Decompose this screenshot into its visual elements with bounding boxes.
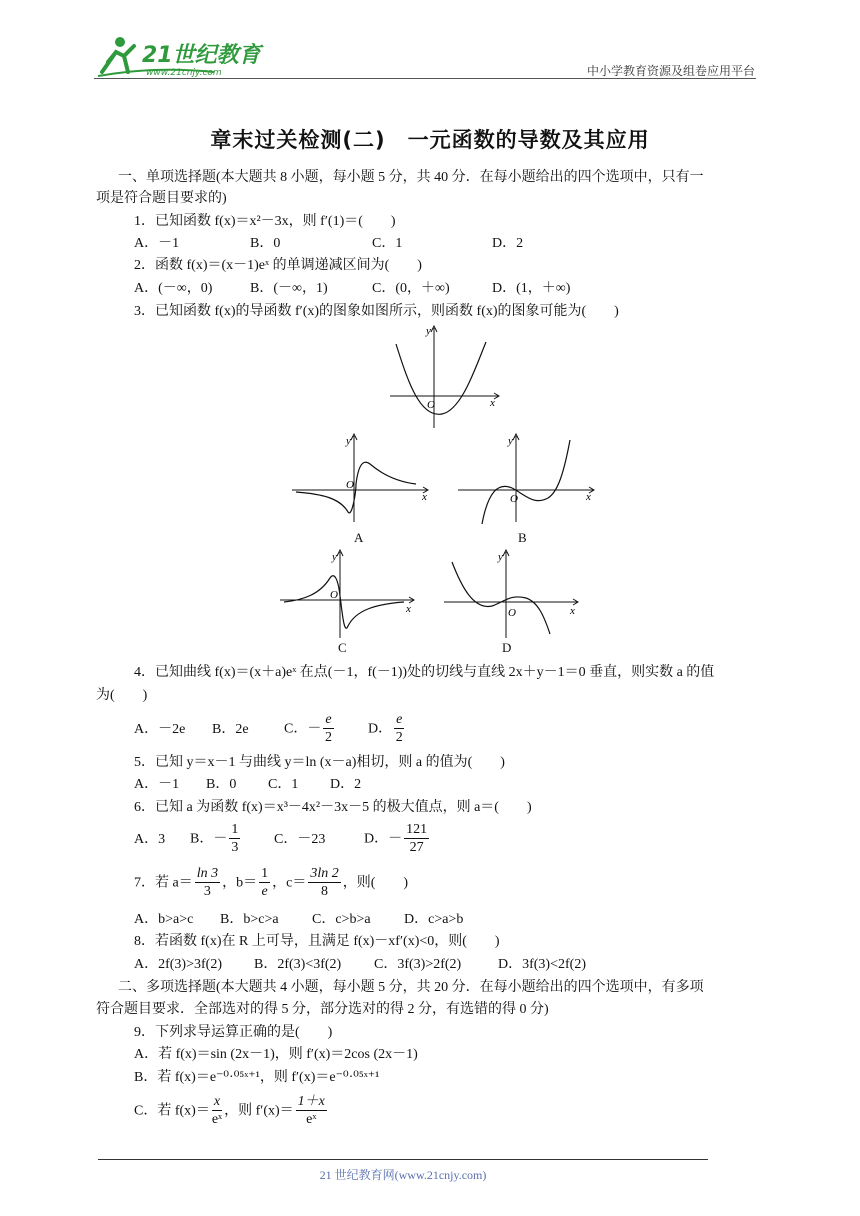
svg-text:x: x bbox=[570, 605, 575, 617]
svg-text:www.21cnjy.com: www.21cnjy.com bbox=[146, 68, 222, 78]
q2-option-b: B．(－∞，1) bbox=[250, 281, 328, 296]
svg-text:O: O bbox=[346, 479, 354, 491]
graph-c bbox=[280, 548, 420, 640]
q8-option-a: A．2f(3)>3f(2) bbox=[134, 957, 222, 972]
svg-text:O: O bbox=[508, 607, 516, 619]
svg-text:x: x bbox=[406, 603, 411, 615]
graph-d bbox=[444, 548, 584, 640]
q7-option-c: C．c>b>a bbox=[312, 912, 371, 927]
q2-option-c: C．(0，＋∞) bbox=[372, 281, 450, 296]
svg-text:21世纪教育: 21世纪教育 bbox=[142, 43, 261, 68]
svg-text:x: x bbox=[422, 491, 427, 503]
q2-option-d: D．(1，＋∞) bbox=[492, 281, 571, 296]
q4-option-c: C．－ $\frac{e}{2}$ bbox=[284, 712, 332, 745]
q6-stem: 6．已知 a 为函数 f(x)＝x³－4x²－3x－5 的极大值点，则 a＝( ) bbox=[134, 800, 532, 815]
q8-option-b: B．2f(3)<3f(2) bbox=[254, 957, 342, 972]
q8-option-c: C．3f(3)>2f(2) bbox=[374, 957, 462, 972]
svg-text:y: y bbox=[426, 325, 431, 337]
graph-b bbox=[458, 432, 598, 524]
q9-option-a: A．若 f(x)＝sin (2x－1)，则 f′(x)＝2cos (2x－1) bbox=[134, 1047, 418, 1062]
svg-text:y: y bbox=[498, 551, 503, 563]
site-logo bbox=[94, 32, 264, 80]
q4-option-d: D． $\frac{e}{2}$ bbox=[368, 712, 403, 745]
svg-text:x: x bbox=[490, 397, 495, 409]
page-title: 章末过关检测(二) 一元函数的导数及其应用 bbox=[210, 128, 650, 152]
q3-stem: 3．已知函数 f(x)的导函数 f′(x)的图象如图所示，则函数 f(x)的图象可能为( ) bbox=[134, 304, 619, 319]
q1-option-b: B．0 bbox=[250, 236, 281, 251]
svg-text:y: y bbox=[346, 435, 351, 447]
q1-option-c: C．1 bbox=[372, 236, 403, 251]
section1-heading-cont: 项是符合题目要求的) bbox=[96, 191, 227, 206]
q5-option-b: B．0 bbox=[206, 777, 237, 792]
q8-stem: 8．若函数 f(x)在 R 上可导，且满足 f(x)－xf′(x)<0，则( ) bbox=[134, 934, 500, 949]
graph-a bbox=[292, 432, 432, 524]
q9-option-b: B．若 f(x)＝e⁻⁰·⁰⁵ˣ⁺¹，则 f′(x)＝e⁻⁰·⁰⁵ˣ⁺¹ bbox=[134, 1070, 380, 1085]
q2-stem: 2．函数 f(x)＝(x－1)eˣ 的单调递减区间为( ) bbox=[134, 258, 422, 273]
q5-option-c: C．1 bbox=[268, 777, 299, 792]
derivative-graph bbox=[390, 322, 502, 430]
graph-d-label: D bbox=[502, 640, 512, 655]
svg-text:x: x bbox=[586, 491, 591, 503]
site-name: 中小学教育资源及组卷应用平台 bbox=[586, 64, 755, 78]
q4-stem: 4．已知曲线 f(x)＝(x＋a)eˣ 在点(－1，f(－1))处的切线与直线 2x＋y－1＝0 垂直，则实数 a 的值 bbox=[134, 665, 715, 680]
q6-option-b: B．－ $\frac{1}{3}$ bbox=[190, 822, 239, 855]
q6-option-c: C．－23 bbox=[274, 832, 326, 847]
section1-heading: 一、单项选择题(本大题共 8 小题，每小题 5 分，共 40 分．在每小题给出的四个选项中，只有一 bbox=[118, 170, 704, 185]
q1-stem: 1．已知函数 f(x)＝x²－3x，则 f′(1)＝( ) bbox=[134, 214, 396, 229]
q1-option-a: A．－1 bbox=[134, 236, 180, 251]
q4-option-a: A．－2e bbox=[134, 722, 186, 737]
footer-divider bbox=[98, 1159, 708, 1160]
q6-option-d: D．－ $\frac{121}{27}$ bbox=[364, 822, 428, 855]
q7-stem: 7．若 a＝ $\frac{\ln 3}{3}$ ，b＝ $\frac{1}{e}$ ，c＝ $\frac{3\ln 2}{8}$ ，则( ) bbox=[134, 866, 409, 899]
graph-c-label: C bbox=[338, 640, 347, 655]
q7-option-b: B．b>c>a bbox=[220, 912, 279, 927]
q8-option-d: D．3f(3)<2f(2) bbox=[498, 957, 586, 972]
q5-stem: 5．已知 y＝x－1 与曲线 y＝ln (x－a)相切，则 a 的值为( ) bbox=[134, 755, 505, 770]
svg-text:y: y bbox=[508, 435, 513, 447]
q6-option-a: A．3 bbox=[134, 832, 166, 847]
q1-option-d: D．2 bbox=[492, 236, 524, 251]
q9-stem: 9．下列求导运算正确的是( ) bbox=[134, 1025, 333, 1040]
q4-option-b: B．2e bbox=[212, 722, 249, 737]
q4-stem-cont: 为( ) bbox=[96, 688, 148, 703]
section2-heading-cont: 符合题目要求．全部选对的得 5 分，部分选对的得 2 分，有选错的得 0 分) bbox=[96, 1002, 549, 1017]
q7-option-a: A．b>a>c bbox=[134, 912, 194, 927]
footer-link[interactable]: 21 世纪教育网(www.21cnjy.com) bbox=[319, 1168, 487, 1182]
q9-option-c: C．若 f(x)＝ $\frac{x}{\text{eˣ}}$ ，则 f′(x)＝ $\frac{1+x}{\text{eˣ}}$ bbox=[134, 1094, 325, 1127]
q7-option-d: D．c>a>b bbox=[404, 912, 464, 927]
svg-text:O: O bbox=[330, 589, 338, 601]
header-divider bbox=[94, 78, 756, 79]
section2-heading: 二、多项选择题(本大题共 4 小题，每小题 5 分，共 20 分．在每小题给出的四个选项中，有多项 bbox=[118, 980, 704, 995]
svg-text:O: O bbox=[427, 399, 435, 411]
q2-option-a: A．(－∞，0) bbox=[134, 281, 213, 296]
graph-b-label: B bbox=[518, 530, 527, 545]
svg-text:O: O bbox=[510, 493, 518, 505]
q5-option-d: D．2 bbox=[330, 777, 362, 792]
svg-text:y: y bbox=[332, 551, 337, 563]
graph-a-label: A bbox=[354, 530, 364, 545]
q5-option-a: A．－1 bbox=[134, 777, 180, 792]
